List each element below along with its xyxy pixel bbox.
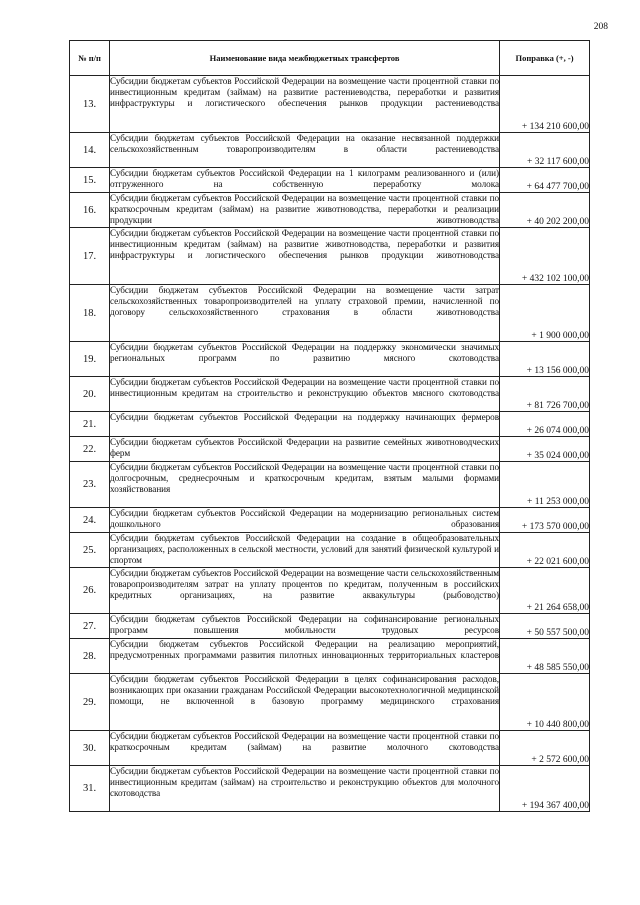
table-row — [70, 462, 590, 508]
amendment-amount: + 48 585 550,00 — [500, 639, 590, 674]
transfer-name: Субсидии бюджетам субъектов Российской Федерации на поддержку начинающих фермеров — [110, 412, 500, 437]
amendment-amount: + 81 726 700,00 — [500, 377, 590, 412]
table-row — [70, 533, 590, 568]
transfers-table — [69, 40, 590, 812]
table-row — [70, 731, 590, 766]
amendment-amount: + 1 900 000,00 — [500, 285, 590, 342]
table-row — [70, 342, 590, 377]
row-number: 23. — [70, 462, 110, 508]
row-number: 30. — [70, 731, 110, 766]
transfer-name: Субсидии бюджетам субъектов Российской Федерации на создание в общеобразовательных организациях, расположенных в сельской местности, условий для занятий физической культурой и спортом — [110, 533, 500, 568]
transfer-name: Субсидии бюджетам субъектов Российской Федерации в целях софинансирования расходов, возникающих при оказании гражданам Российской Федерации высокотехнологичной медицинской помощи, не включенной в базовую программу медицинского страхования — [110, 674, 500, 731]
table-row — [70, 568, 590, 614]
amendment-amount: + 35 024 000,00 — [500, 437, 590, 462]
amendment-amount: + 194 367 400,00 — [500, 766, 590, 812]
table-row — [70, 377, 590, 412]
transfer-name: Субсидии бюджетам субъектов Российской Федерации на поддержку экономически значимых региональных программ по развитию мясного скотоводства — [110, 342, 500, 377]
row-number: 16. — [70, 193, 110, 228]
page-number: 208 — [593, 22, 608, 32]
row-number: 25. — [70, 533, 110, 568]
transfer-name: Субсидии бюджетам субъектов Российской Федерации на возмещение части процентной ставки по долгосрочным, среднесрочным и краткосрочным кредитам, взятым малыми формами хозяйствования — [110, 462, 500, 508]
amendment-amount: + 26 074 000,00 — [500, 412, 590, 437]
amendment-amount: + 134 210 600,00 — [500, 76, 590, 133]
table-row — [70, 412, 590, 437]
header-num: № п/п — [70, 41, 110, 76]
row-number: 20. — [70, 377, 110, 412]
transfer-name: Субсидии бюджетам субъектов Российской Федерации на возмещение части процентной ставки по инвестиционным кредитам на строительство и реконструкцию объектов мясного скотоводства — [110, 377, 500, 412]
amendment-amount: + 10 440 800,00 — [500, 674, 590, 731]
table-row — [70, 508, 590, 533]
table-body — [70, 76, 590, 812]
table-row — [70, 193, 590, 228]
table-row — [70, 437, 590, 462]
amendment-amount: + 64 477 700,00 — [500, 168, 590, 193]
transfer-name: Субсидии бюджетам субъектов Российской Федерации на возмещение части сельскохозяйственным товаропроизводителям затрат на уплату процентов по кредитам, полученным в российских кредитных организациях, на развитие аквакультуры (рыбоводство) — [110, 568, 500, 614]
row-number: 22. — [70, 437, 110, 462]
amendment-amount: + 21 264 658,00 — [500, 568, 590, 614]
amendment-amount: + 50 557 500,00 — [500, 614, 590, 639]
transfer-name: Субсидии бюджетам субъектов Российской Федерации на возмещение части процентной ставки по инвестиционным кредитам (займам) на развитие животноводства, переработки и развития инфраструктуры и логистического обеспечения рынков продукции животноводства — [110, 228, 500, 285]
transfer-name: Субсидии бюджетам субъектов Российской Федерации на модернизацию региональных систем дошкольного образования — [110, 508, 500, 533]
row-number: 13. — [70, 76, 110, 133]
table-row — [70, 766, 590, 812]
amendment-amount: + 13 156 000,00 — [500, 342, 590, 377]
amendment-amount: + 11 253 000,00 — [500, 462, 590, 508]
row-number: 26. — [70, 568, 110, 614]
row-number: 21. — [70, 412, 110, 437]
row-number: 18. — [70, 285, 110, 342]
transfer-name: Субсидии бюджетам субъектов Российской Федерации на возмещение части процентной ставки по инвестиционным кредитам (займам) на развитие растениеводства, переработки и развития инфраструктуры и логистического обеспечения рынков продукции растениеводства — [110, 76, 500, 133]
table-row — [70, 76, 590, 133]
row-number: 24. — [70, 508, 110, 533]
amendment-amount: + 32 117 600,00 — [500, 133, 590, 168]
table-row — [70, 674, 590, 731]
table-row — [70, 228, 590, 285]
table-row — [70, 614, 590, 639]
table-row — [70, 168, 590, 193]
transfer-name: Субсидии бюджетам субъектов Российской Федерации на оказание несвязанной поддержки сельскохозяйственным товаропроизводителям в области растениеводства — [110, 133, 500, 168]
transfer-name: Субсидии бюджетам субъектов Российской Федерации на 1 килограмм реализованного и (или) отгруженного на собственную переработку молока — [110, 168, 500, 193]
amendment-amount: + 2 572 600,00 — [500, 731, 590, 766]
row-number: 17. — [70, 228, 110, 285]
table-row — [70, 133, 590, 168]
row-number: 31. — [70, 766, 110, 812]
row-number: 28. — [70, 639, 110, 674]
row-number: 15. — [70, 168, 110, 193]
row-number: 14. — [70, 133, 110, 168]
row-number: 27. — [70, 614, 110, 639]
transfer-name: Субсидии бюджетам субъектов Российской Федерации на возмещение части процентной ставки по инвестиционным кредитам (займам) на строительство и реконструкцию объектов для молочного скотоводства — [110, 766, 500, 812]
table-row — [70, 639, 590, 674]
transfer-name: Субсидии бюджетам субъектов Российской Федерации на возмещение части процентной ставки по краткосрочным кредитам (займам) на развитие животноводства, переработки и реализации продукции животноводства — [110, 193, 500, 228]
transfer-name: Субсидии бюджетам субъектов Российской Федерации на возмещение части процентной ставки по краткосрочным кредитам (займам) на развитие молочного скотоводства — [110, 731, 500, 766]
table-header — [70, 41, 590, 76]
amendment-amount: + 22 021 600,00 — [500, 533, 590, 568]
transfer-name: Субсидии бюджетам субъектов Российской Федерации на софинансирование региональных программ повышения мобильности трудовых ресурсов — [110, 614, 500, 639]
row-number: 29. — [70, 674, 110, 731]
amendment-amount: + 40 202 200,00 — [500, 193, 590, 228]
table-row — [70, 285, 590, 342]
header-amount: Поправка (+, -) — [500, 41, 590, 76]
amendment-amount: + 432 102 100,00 — [500, 228, 590, 285]
row-number: 19. — [70, 342, 110, 377]
transfer-name: Субсидии бюджетам субъектов Российской Федерации на возмещение части затрат сельскохозяйственных товаропроизводителей на уплату страховой премии, начисленной по договору сельскохозяйственного страхования в области животноводства — [110, 285, 500, 342]
header-name: Наименование вида межбюджетных трансфертов — [110, 41, 500, 76]
transfer-name: Субсидии бюджетам субъектов Российской Федерации на развитие семейных животноводческих ферм — [110, 437, 500, 462]
amendment-amount: + 173 570 000,00 — [500, 508, 590, 533]
transfer-name: Субсидии бюджетам субъектов Российской Федерации на реализацию мероприятий, предусмотренных программами развития пилотных инновационных территориальных кластеров — [110, 639, 500, 674]
